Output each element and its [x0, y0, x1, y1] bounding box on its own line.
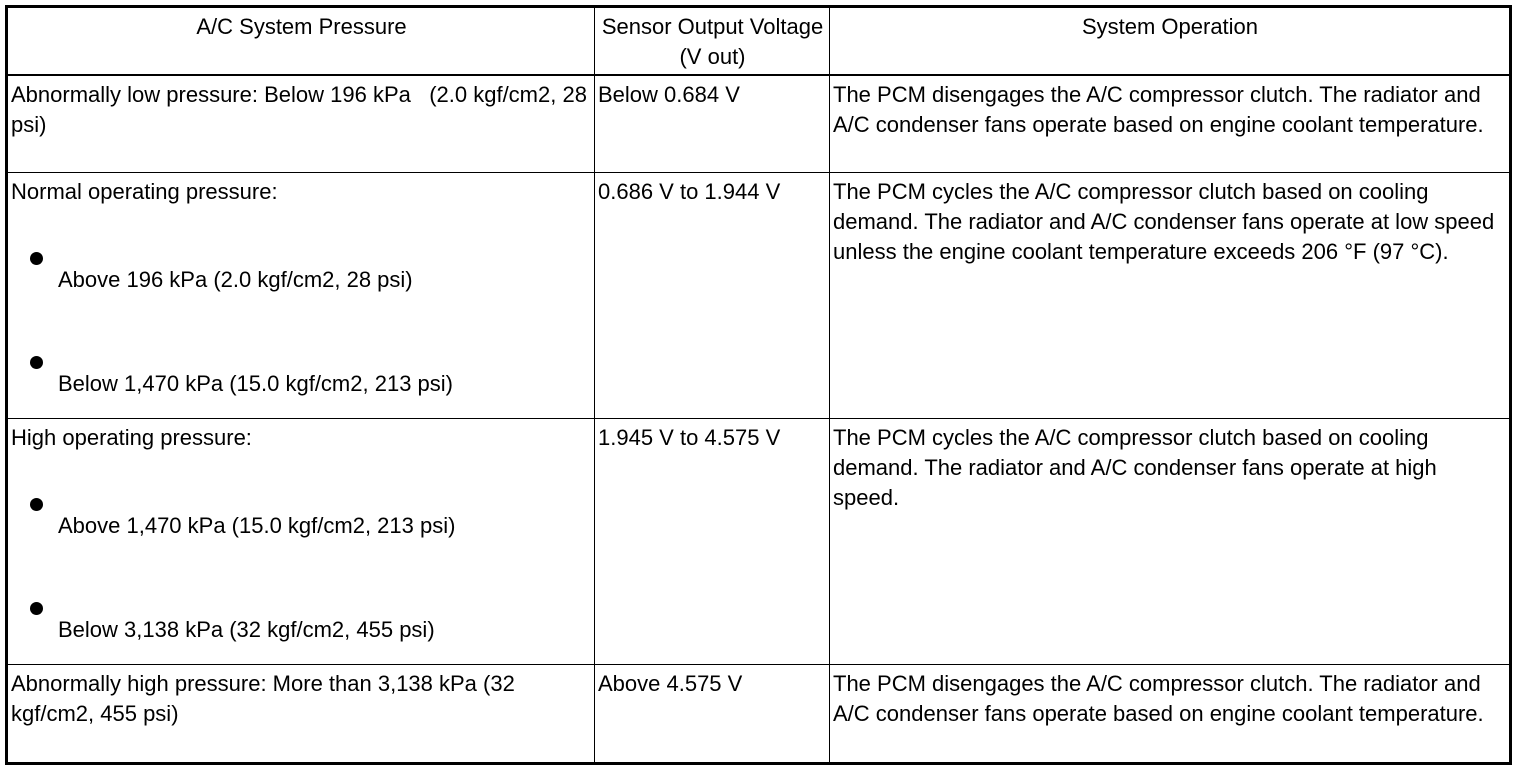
voltage-cell: Below 0.684 V: [595, 75, 830, 173]
bullet-icon: [30, 356, 43, 369]
voltage-cell: Above 4.575 V: [595, 665, 830, 764]
operation-cell: The PCM cycles the A/C compressor clutch based on cooling demand. The radiator and A/C condenser fans operate at high speed.: [830, 419, 1511, 665]
header-voltage: Sensor Output Voltage (V out): [595, 7, 830, 75]
bullet-item: [11, 557, 592, 661]
header-operation: System Operation: [830, 7, 1511, 75]
bullet-icon: [30, 602, 43, 615]
pressure-cell: [7, 665, 595, 764]
table-row: [7, 665, 1511, 764]
pressure-cell: [7, 419, 595, 665]
bullet-item: [11, 311, 592, 415]
operation-cell: The PCM disengages the A/C compressor clutch. The radiator and A/C condenser fans operate based on engine coolant temperature.: [830, 665, 1511, 764]
pressure-text: Abnormally low pressure: Below 196 kPa (2.0 kgf/cm2, 28 psi): [11, 81, 594, 137]
voltage-cell: 1.945 V to 4.575 V: [595, 419, 830, 665]
pressure-text: Normal operating pressure:: [11, 179, 278, 204]
table-row: [7, 419, 1511, 665]
bullet-icon: [30, 252, 43, 265]
table-header-row: [7, 7, 1511, 75]
ac-pressure-table: [5, 5, 1512, 765]
bullet-text: Above 1,470 kPa (15.0 kgf/cm2, 213 psi): [58, 513, 456, 538]
voltage-cell: 0.686 V to 1.944 V: [595, 173, 830, 419]
operation-cell: The PCM cycles the A/C compressor clutch based on cooling demand. The radiator and A/C condenser fans operate at low speed unless the engine coolant temperature exceeds 206 °F (97 °C).: [830, 173, 1511, 419]
operation-cell: The PCM disengages the A/C compressor clutch. The radiator and A/C condenser fans operate based on engine coolant temperature.: [830, 75, 1511, 173]
bullet-item: [11, 207, 592, 311]
bullet-text: Above 196 kPa (2.0 kgf/cm2, 28 psi): [58, 267, 413, 292]
bullet-text: Below 1,470 kPa (15.0 kgf/cm2, 213 psi): [58, 371, 453, 396]
pressure-text: Abnormally high pressure: More than 3,138 kPa (32 kgf/cm2, 455 psi): [11, 671, 515, 726]
pressure-cell: [7, 75, 595, 173]
table-row: [7, 173, 1511, 419]
bullet-text: Below 3,138 kPa (32 kgf/cm2, 455 psi): [58, 617, 435, 642]
pressure-text: High operating pressure:: [11, 425, 252, 450]
pressure-cell: [7, 173, 595, 419]
table-row: [7, 75, 1511, 173]
bullet-item: [11, 453, 592, 557]
header-pressure: A/C System Pressure: [7, 7, 595, 75]
bullet-icon: [30, 498, 43, 511]
